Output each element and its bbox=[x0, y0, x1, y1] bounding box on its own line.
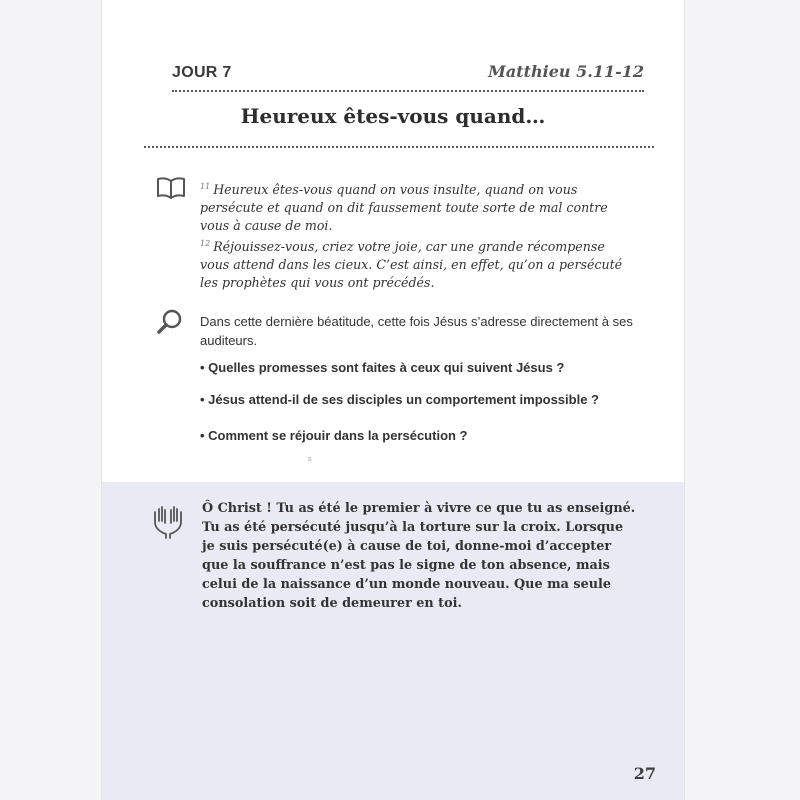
prayer-text: Ô Christ ! Tu as été le premier à vivre ce que tu as enseigné. Tu as été persécuté jusqu’à la torture sur la croix. Lorsque je suis persécuté(e) à cause de toi, donne-moi d’accepter que la souffrance n’est pas le signe de ton absence, mais celui de la naissance d’un monde nouveau. Que ma seule consolation soit de demeurer en toi. bbox=[202, 501, 636, 611]
scripture-passage bbox=[200, 178, 638, 292]
book-page bbox=[102, 0, 684, 800]
page-title: Heureux êtes-vous quand… bbox=[240, 104, 546, 128]
reflection-question: • Comment se réjouir dans la persécution ? bbox=[200, 428, 468, 443]
verse bbox=[200, 178, 638, 235]
reflection-question: • Jésus attend-il de ses disciples un comportement impossible ? bbox=[200, 392, 599, 407]
day-label: JOUR 7 bbox=[172, 64, 232, 81]
book-icon bbox=[156, 176, 186, 200]
praying-hands-icon bbox=[150, 504, 186, 540]
search-icon bbox=[156, 308, 184, 336]
header-divider bbox=[172, 90, 644, 92]
verse bbox=[200, 235, 638, 292]
reflection-intro: Dans cette dernière béatitude, cette fois Jésus s’adresse directement à ses auditeurs. bbox=[200, 314, 633, 348]
page-number: 27 bbox=[633, 764, 656, 783]
page-header bbox=[172, 62, 644, 86]
title-divider bbox=[144, 146, 654, 148]
verse-number: 11 bbox=[200, 182, 211, 191]
verse-text: Heureux êtes-vous quand on vous insulte, quand on vous persécute et quand on dit faussement toute sorte de mal contre vous à cause de moi. bbox=[200, 182, 608, 233]
reflection-question: • Quelles promesses sont faites à ceux qui suivent Jésus ? bbox=[200, 360, 565, 375]
verse-text: Réjouissez-vous, criez votre joie, car une grande récompense vous attend dans les cieux. C’est ainsi, en effet, qu’on a persécuté les prophètes qui vous ont précédés. bbox=[200, 239, 623, 290]
stray-mark: s bbox=[308, 456, 312, 463]
scripture-reference: Matthieu 5.11-12 bbox=[488, 62, 644, 81]
verse-number: 12 bbox=[200, 239, 211, 248]
